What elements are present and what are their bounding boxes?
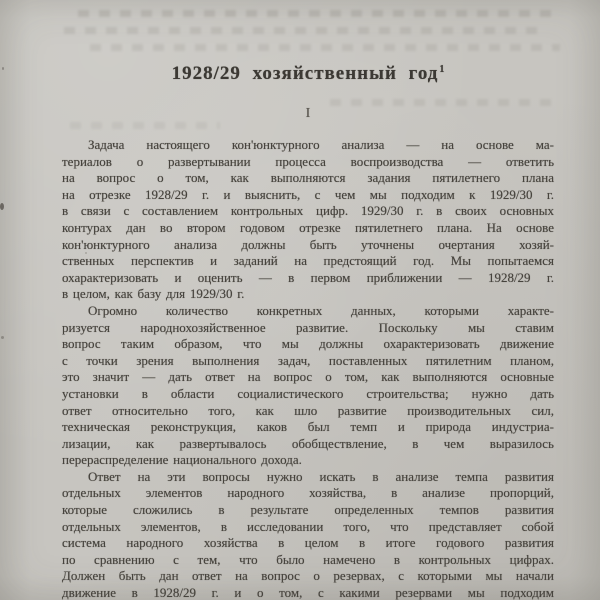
text-line: система народного хозяйства в целом в итоге годового развития — [62, 535, 554, 551]
text-line: это значит — дать ответ на вопрос о том, как выполняются основные — [62, 369, 554, 385]
text-line: на отрезке 1928/29 г. и выяснить, с чем мы подходим к 1929/30 г. — [62, 186, 554, 202]
scan-speck — [2, 67, 4, 70]
bleedthrough-artifact — [70, 122, 220, 129]
page-title-text: 1928/29 хозяйственный год — [171, 63, 439, 84]
text-line: ризуется народнохозяйственное развитие. Поскольку мы ставим — [62, 319, 554, 335]
text-line: отдельных элементов, в исследовании того, что представляет собой — [62, 518, 554, 534]
text-line: териалов о развертывании процесса воспроизводства — ответить — [62, 153, 554, 169]
text-line: установки в области социалистического строительства; нужно дать — [62, 385, 554, 401]
text-line: на вопрос о том, как выполняются задания пятилетнего плана — [62, 170, 554, 186]
text-line: ответ относительно того, как шло развитие производительных сил, — [62, 402, 554, 418]
footnote-marker: 1 — [439, 63, 445, 75]
text-line: в целом, как базу для 1929/30 г. — [62, 286, 245, 302]
text-line: в связи с составлением контрольных цифр. 1929/30 г. в своих основных — [62, 203, 554, 219]
paragraph — [62, 469, 554, 600]
text-line: охарактеризовать и оценить — в первом приближении — 1928/29 г. — [62, 269, 554, 285]
page-title — [62, 63, 554, 85]
text-line: вопрос таким образом, что мы должны охарактеризовать движение — [62, 336, 554, 352]
text-line: Должен быть дан ответ на вопрос о резервах, с которыми мы начали — [62, 568, 554, 584]
text-line: техническая реконструкция, каков был темп и природа индустриа- — [62, 419, 554, 435]
text-line: перераспределение национального дохода. — [62, 452, 302, 468]
text-line: с точки зрения выполнения задач, поставленных пятилетним планом, — [62, 352, 554, 368]
text-line: отдельных элементов народного хозяйства, в анализе пропорций, — [62, 485, 554, 501]
text-line: Ответ на эти вопросы нужно искать в анализе темпа развития — [88, 468, 554, 484]
text-block — [62, 137, 554, 600]
text-line: по сравнению с тем, что было намечено в контрольных цифрах. — [62, 551, 554, 567]
text-line: Задача настоящего кон'юнктурного анализа — на основе ма- — [88, 137, 554, 152]
scan-speck — [0, 203, 4, 210]
text-line: кон'юнктурного анализа должны быть уточнены очертания хозяй- — [62, 236, 554, 252]
bleedthrough-artifact — [330, 99, 552, 106]
text-line: Огромно количество конкретных данных, которыми характе- — [88, 302, 554, 318]
bleedthrough-artifact — [90, 44, 560, 51]
text-line: контурах дан во втором годовом отрезке пятилетнего плана. На основе — [62, 219, 554, 235]
text-line: лизации, как развертывалось обобществление, в чем выразилось — [62, 435, 554, 451]
bleedthrough-artifact — [64, 27, 542, 34]
paragraph — [62, 137, 554, 303]
bleedthrough-artifact — [78, 10, 554, 17]
paragraph — [62, 303, 554, 469]
section-numeral: I — [305, 106, 311, 121]
text-line: ственных перспектив и заданий на предстоящий год. Мы попытаемся — [62, 253, 554, 269]
text-line: движение в 1928/29 г. и о том, с какими резервами мы подходим — [62, 585, 554, 600]
text-line: которые сложились в результате определенных темпов развития — [62, 502, 554, 518]
scan-speck — [1, 336, 4, 339]
